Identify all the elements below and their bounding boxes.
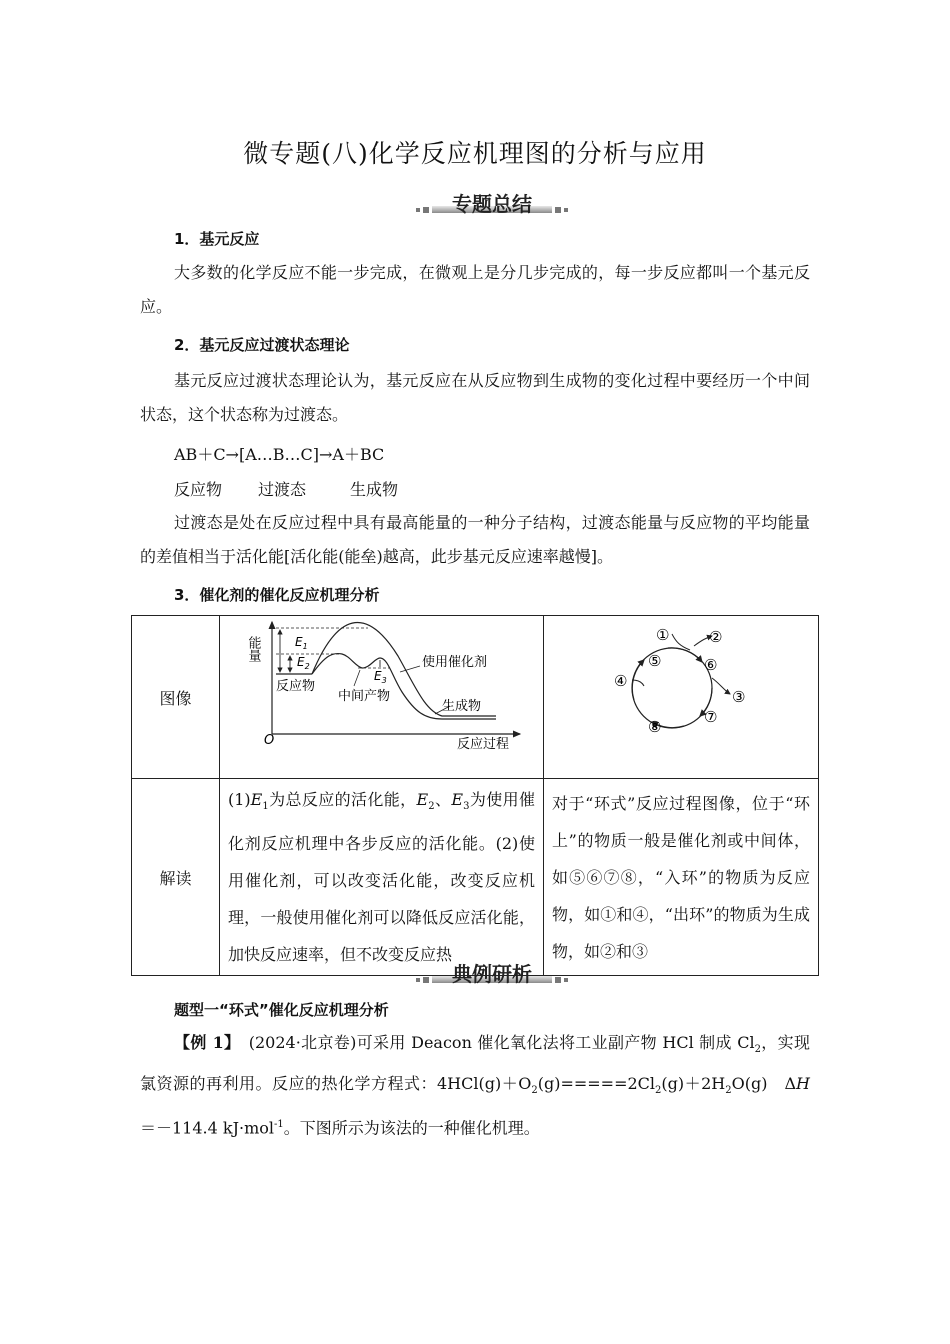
heading-2: 2．基元反应过渡状态理论 <box>174 336 350 354</box>
interpretation-right: 对于“环式”反应过程图像，位于“环上”的物质一般是催化剂或中间体，如⑤⑥⑦⑧，“入环”的物质为反应物，如①和④，“出环”的物质为生成物，如②和③ <box>552 793 810 961</box>
intermediate-leader <box>354 670 360 686</box>
interpretation-right-cell <box>544 779 819 976</box>
section-banner-summary <box>0 188 950 218</box>
catalyst-leader <box>400 666 420 672</box>
heading-3: 3．催化剂的催化反应机理分析 <box>174 586 380 604</box>
label-reactant: 反应物 <box>174 480 223 499</box>
species-5: ⑤ <box>648 652 662 670</box>
paragraph-2: 基元反应过渡状态理论认为，基元反应在从反应物到生成物的变化过程中要经历一个中间状态，这个状态称为过渡态。 <box>140 371 810 424</box>
mechanism-table <box>131 615 819 976</box>
reaction-formula: AB＋C→[A…B…C]→A＋BC <box>174 445 385 464</box>
row-head-image: 图像 <box>132 616 220 779</box>
interpretation-left-cell <box>220 779 544 976</box>
e3-label: $E_3$ <box>374 669 387 685</box>
cycle-arrow <box>668 648 702 662</box>
entry-arrow-4 <box>632 680 644 686</box>
energy-diagram <box>220 616 543 774</box>
heading-1: 1．基元反应 <box>174 230 260 248</box>
row-head-interpretation: 解读 <box>132 779 220 976</box>
energy-diagram-cell <box>220 616 544 779</box>
species-7: ⑦ <box>704 708 718 726</box>
reactant-label: 反应物 <box>276 679 316 694</box>
label-product: 生成物 <box>350 480 399 499</box>
species-2: ② <box>709 628 723 646</box>
cycle-diagram <box>544 616 818 774</box>
species-1: ① <box>656 626 670 644</box>
exit-arrow-3 <box>712 678 730 694</box>
paragraph-3: 过渡态是处在反应过程中具有最高能量的一种分子结构，过渡态能量与反应物的平均能量的差值相当于活化能[活化能(能垒)越高，此步基元反应速率越慢]。 <box>140 513 810 566</box>
e2-label: $E_2$ <box>297 655 310 671</box>
label-transition: 过渡态 <box>258 480 307 499</box>
example-type-heading: 题型一“环式”催化反应机理分析 <box>174 1001 389 1019</box>
species-3: ③ <box>732 688 746 706</box>
banner-title: 专题总结 <box>452 192 532 216</box>
page-title: 微专题(八)化学反应机理图的分析与应用 <box>243 139 707 168</box>
banner-title: 典例研析 <box>452 962 532 986</box>
product-label: 生成物 <box>442 699 482 714</box>
species-8: ⑧ <box>648 718 662 736</box>
example-1-text: 【例 1】 (2024·北京卷)可采用 Deacon 催化氧化法将工业副产物 HCl 制成 $Cl_2$，实现氯资源的再利用。反应的热化学方程式：$4HCl(g)+O_2(g)=====2Cl_2(g)+2H_2O(g)$ ΔH＝－114.4 kJ·mol$^{-1}$。下图所示为该法的一种催化机理。 <box>140 1033 810 1138</box>
e1-label: $E_1$ <box>295 635 308 651</box>
cycle-diagram-cell <box>544 616 819 779</box>
interpretation-left: $(1)E_1$为总反应的活化能，$E_2$、$E_3$为使用催化剂反应机理中各步反应的活化能。(2)使用催化剂，可以改变活化能，改变反应机理，一般使用催化剂可以降低反应活化能，加快反应速率，但不改变反应热 <box>228 790 535 965</box>
intermediate-label: 中间产物 <box>338 689 391 704</box>
species-6: ⑥ <box>704 656 718 674</box>
species-4: ④ <box>614 672 628 690</box>
y-axis-label: 能量 <box>245 636 261 662</box>
origin-label: O <box>264 733 275 748</box>
x-axis-label: 反应过程 <box>457 737 510 752</box>
paragraph-1: 大多数的化学反应不能一步完成，在微观上是分几步完成的，每一步反应都叫一个基元反应。 <box>140 263 810 316</box>
section-banner-cases <box>0 958 950 988</box>
catalyst-label: 使用催化剂 <box>422 655 488 670</box>
